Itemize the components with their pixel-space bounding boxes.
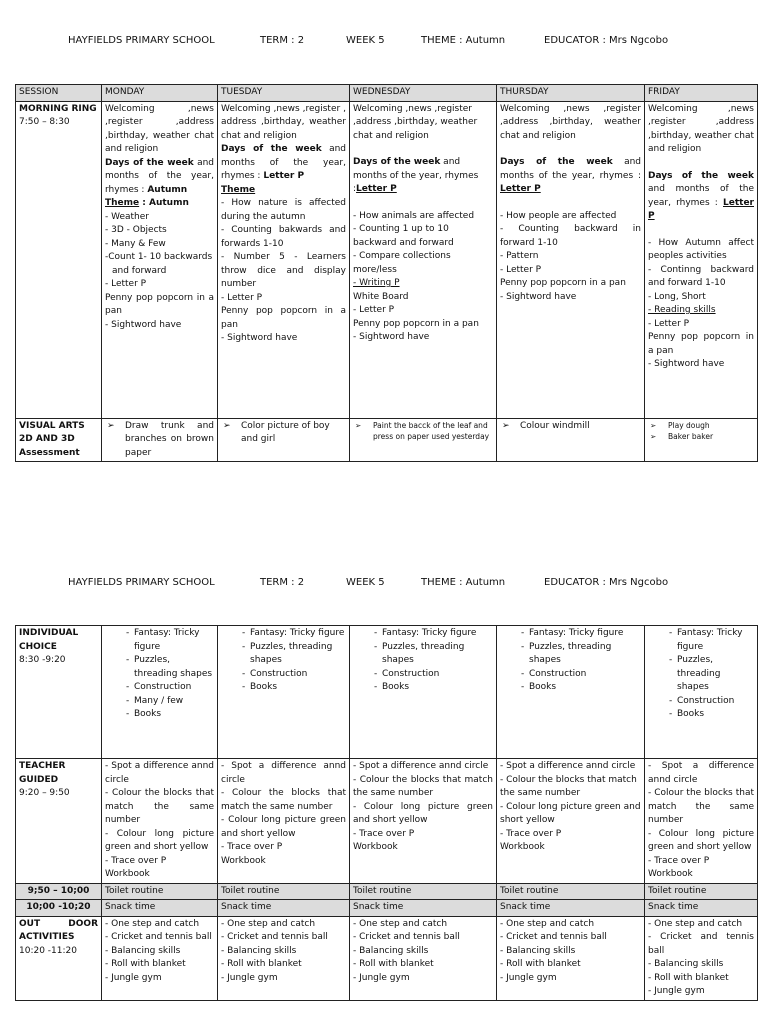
- list-item: - Many / few: [120, 695, 214, 709]
- list-item: - Books: [663, 708, 754, 722]
- tuesday-visual-cell: [218, 418, 350, 462]
- theme-label: THEME : Autumn: [421, 35, 506, 46]
- arrow-bullet-icon: ➢: [107, 420, 115, 431]
- item: - Sightword have: [221, 333, 298, 343]
- item: - Letter P: [353, 305, 395, 315]
- list-item: - Fantasy: Tricky figure: [236, 627, 346, 641]
- col-session: SESSION: [16, 85, 102, 102]
- item: Penny pop popcorn in a pan: [353, 318, 479, 329]
- monday-visual-cell: [102, 418, 218, 462]
- list-item: - Puzzles, threading shapes: [120, 654, 214, 681]
- list-item: - Roll with blanket: [353, 959, 434, 969]
- session-label: MORNING RING: [19, 103, 97, 114]
- week-label: WEEK 5: [346, 577, 385, 588]
- list-item: - Colour long picture green and short yellow: [500, 801, 641, 825]
- snack-cell: Snack time: [102, 900, 218, 917]
- list-item: - Construction: [368, 668, 493, 682]
- wednesday-cell: [350, 759, 497, 884]
- outdoor-activities-row: [16, 916, 758, 1000]
- visual-arts-label: VISUAL ARTS 2D AND 3D Assessment: [16, 418, 102, 462]
- col-tuesday: TUESDAY: [218, 85, 350, 102]
- session-label: OUT DOOR ACTIVITIES: [19, 918, 98, 942]
- session-time: 10;00 -10;20: [16, 900, 102, 917]
- item: - Reading skills: [648, 305, 716, 315]
- list-item: - Fantasy: Tricky figure: [663, 627, 754, 654]
- list-item: - Colour the blocks that match the same number: [648, 788, 754, 825]
- theme-text: Theme : Autumn: [105, 198, 189, 208]
- activity-text: Play dough: [668, 420, 710, 430]
- snack-cell: Snack time: [218, 900, 350, 917]
- session-time: 9;50 – 10;00: [16, 883, 102, 900]
- item: Penny pop popcorn in a pan: [500, 278, 626, 288]
- thursday-visual-cell: [497, 418, 645, 462]
- arrow-bullet-icon: ➢: [223, 420, 231, 431]
- list-item: - Puzzles, threading shapes: [515, 641, 641, 668]
- item: -Count 1- 10 backwards: [105, 252, 213, 262]
- col-wednesday: WEDNESDAY: [350, 85, 497, 102]
- item: - Sightword have: [105, 319, 182, 330]
- term-label: TERM : 2: [260, 35, 305, 46]
- session-cell: [16, 626, 102, 759]
- tuesday-cell: [218, 626, 350, 759]
- list-item: - Fantasy: Tricky figure: [515, 627, 641, 641]
- item: - Counting backward in forward 1-10: [500, 224, 641, 248]
- school-name: HAYFIELDS PRIMARY SCHOOL: [68, 35, 215, 46]
- item: - Letter P: [500, 264, 542, 275]
- list-item: Workbook: [648, 869, 693, 879]
- item: - How people are affected: [500, 210, 617, 221]
- list-item: - Trace over P: [648, 855, 710, 866]
- school-name: HAYFIELDS PRIMARY SCHOOL: [68, 577, 215, 588]
- list-item: - Colour long picture green and short yellow: [105, 828, 214, 852]
- item: - Sightword have: [500, 291, 577, 302]
- days-text: Days of the week and months of the year, rhymes :Letter P: [353, 157, 479, 194]
- page-header-2: [0, 577, 768, 593]
- session-cell: [16, 759, 102, 884]
- welcome-text: Welcoming ,news ,register ,address ,birthday, weather chat and religion: [105, 103, 214, 154]
- list-item: - Roll with blanket: [105, 959, 186, 969]
- item: - Weather: [105, 211, 150, 222]
- wednesday-cell: [350, 101, 497, 418]
- item: - Writing P: [353, 278, 400, 288]
- friday-visual-cell: [645, 418, 758, 462]
- list-item: - Spot a difference annd circle: [500, 761, 636, 771]
- list-item: - Colour long picture green and short yellow: [221, 815, 346, 839]
- monday-cell: [102, 626, 218, 759]
- arrow-bullet-icon: ➢: [502, 420, 510, 431]
- wednesday-cell: [350, 916, 497, 1000]
- list-item: Workbook: [500, 842, 545, 852]
- term-label: TERM : 2: [260, 577, 305, 588]
- list-item: - One step and catch: [105, 918, 200, 929]
- list-item: - Trace over P: [500, 828, 562, 839]
- item: - Letter P: [221, 292, 263, 303]
- list-item: - Balancing skills: [353, 945, 429, 956]
- list-item: - Puzzles, threading shapes: [368, 641, 493, 668]
- list-item: - Roll with blanket: [648, 972, 729, 983]
- weekly-plan-table-1: [15, 84, 758, 462]
- days-text: Days of the week and months of the year, rhymes : Autumn: [105, 157, 214, 195]
- list-item: - Balancing skills: [221, 945, 297, 956]
- col-thursday: THURSDAY: [497, 85, 645, 102]
- snack-cell: Snack time: [645, 900, 758, 917]
- list-item: - Spot a difference annd circle: [648, 761, 754, 785]
- days-text: Days of the week and months of the year, rhymes : Letter P: [500, 157, 641, 194]
- snack-cell: Snack time: [350, 900, 497, 917]
- list-item: - Books: [515, 681, 641, 695]
- list-item: - Fantasy: Tricky figure: [368, 627, 493, 641]
- arrow-bullet-icon: ➢: [650, 420, 657, 430]
- item: - Counting bakwards and forwards 1-10: [221, 225, 346, 249]
- toilet-cell: Toilet routine: [218, 883, 350, 900]
- days-text: Days of the week and months of the year, rhymes : Letter P: [648, 170, 754, 221]
- item: - How nature is affected during the autumn: [221, 198, 346, 222]
- item: - Letter P: [105, 279, 147, 289]
- list-item: - Roll with blanket: [221, 959, 302, 969]
- list-item: - Colour the blocks that match the same number: [105, 788, 214, 825]
- item: - Compare collections more/less: [353, 251, 451, 275]
- snack-time-row: [16, 900, 758, 917]
- session-time: 7:50 – 8:30: [19, 117, 70, 127]
- list-item: - Colour the blocks that match the same number: [221, 788, 346, 812]
- activity-text: Paint the bacck of the leaf and press on paper used yesterday: [373, 420, 490, 441]
- list-item: - Spot a difference annd circle: [221, 761, 346, 785]
- days-text: Days of the week and months of the year, rhymes : Letter P: [221, 144, 346, 181]
- activity-text: Colour windmill: [520, 420, 590, 431]
- list-item: - Jungle gym: [648, 986, 705, 996]
- item: - How animals are affected: [353, 210, 475, 221]
- list-item: - Books: [120, 708, 214, 722]
- item: Penny pop popcorn in a pan: [648, 332, 754, 356]
- visual-arts-row: [16, 418, 758, 462]
- list-item: - Colour the blocks that match the same number: [353, 774, 493, 798]
- morning-ring-row: [16, 101, 758, 418]
- toilet-cell: Toilet routine: [350, 883, 497, 900]
- session-cell: [16, 916, 102, 1000]
- list-item: - Puzzles, threading shapes: [236, 641, 346, 668]
- item: - Pattern: [500, 251, 539, 261]
- monday-cell: [102, 759, 218, 884]
- list-item: - Spot a difference annd circle: [353, 761, 489, 771]
- list-item: - Balancing skills: [500, 945, 576, 956]
- list-item: - Cricket and tennis ball: [648, 932, 754, 956]
- friday-cell: [645, 101, 758, 418]
- list-item: - Roll with blanket: [500, 959, 581, 969]
- item: Penny pop popcorn in a pan: [105, 292, 214, 316]
- list-item: - Colour long picture green and short yellow: [648, 828, 754, 852]
- welcome-text: Welcoming ,news ,register ,address ,birthday, weather chat and religion: [648, 103, 754, 154]
- arrow-bullet-icon: ➢: [650, 431, 657, 441]
- welcome-text: Welcoming ,news ,register ,address ,birthday, weather chat and religion: [500, 103, 641, 141]
- session-time: 9:20 – 9:50: [19, 788, 70, 798]
- item: Penny pop popcorn in a pan: [221, 306, 346, 330]
- thursday-cell: [497, 759, 645, 884]
- activity-text: Draw trunk and branches on brown paper: [125, 420, 214, 458]
- list-item: - One step and catch: [648, 918, 743, 929]
- teacher-guided-row: [16, 759, 758, 884]
- list-item: - Jungle gym: [105, 972, 162, 983]
- theme-text: Theme: [221, 184, 256, 195]
- col-monday: MONDAY: [102, 85, 218, 102]
- friday-cell: [645, 626, 758, 759]
- activity-text: Baker baker: [668, 431, 714, 441]
- list-item: - Colour the blocks that match the same number: [500, 774, 637, 798]
- list-item: - Cricket and tennis ball: [105, 932, 212, 942]
- list-item: Workbook: [221, 855, 266, 866]
- arrow-bullet-icon: ➢: [355, 420, 362, 430]
- session-label: TEACHER GUIDED: [19, 761, 66, 785]
- list-item: - Balancing skills: [648, 959, 724, 969]
- col-friday: FRIDAY: [645, 85, 758, 102]
- list-item: - Trace over P: [353, 828, 415, 839]
- tuesday-cell: [218, 916, 350, 1000]
- list-item: - Books: [368, 681, 493, 695]
- welcome-text: Welcoming ,news ,register , address ,birthday, weather chat and religion: [221, 103, 346, 141]
- list-item: - Cricket and tennis ball: [353, 932, 460, 942]
- item: White Board: [353, 291, 409, 302]
- list-item: - Construction: [120, 681, 214, 695]
- session-cell: [16, 101, 102, 418]
- item: - Continng backward and forward 1-10: [648, 264, 754, 288]
- table-header-row: [16, 85, 758, 102]
- list-item: Workbook: [105, 869, 150, 879]
- list-item: - Puzzles, threading shapes: [663, 654, 754, 695]
- list-item: - Jungle gym: [353, 972, 410, 983]
- monday-cell: [102, 916, 218, 1000]
- list-item: - One step and catch: [353, 918, 448, 929]
- list-item: - Jungle gym: [221, 972, 278, 983]
- list-item: - Jungle gym: [500, 972, 557, 983]
- list-item: - Trace over P: [221, 842, 283, 852]
- list-item: - Cricket and tennis ball: [221, 932, 328, 942]
- list-item: - Balancing skills: [105, 945, 181, 956]
- list-item: - One step and catch: [221, 918, 316, 929]
- educator-label: EDUCATOR : Mrs Ngcobo: [544, 35, 669, 46]
- list-item: - Books: [236, 681, 346, 695]
- activity-text: Color picture of boy and girl: [241, 420, 330, 444]
- list-item: - Construction: [663, 695, 754, 709]
- welcome-text: Welcoming ,news ,register ,address ,birthday, weather chat and religion: [353, 103, 478, 141]
- snack-cell: Snack time: [497, 900, 645, 917]
- list-item: - Trace over P: [105, 855, 167, 866]
- list-item: - Colour long picture green and short yellow: [353, 801, 493, 825]
- friday-cell: [645, 916, 758, 1000]
- session-label: INDIVIDUAL CHOICE: [19, 628, 79, 652]
- educator-label: EDUCATOR : Mrs Ngcobo: [544, 577, 669, 588]
- thursday-cell: [497, 916, 645, 1000]
- tuesday-cell: [218, 101, 350, 418]
- week-label: WEEK 5: [346, 35, 385, 46]
- tuesday-cell: [218, 759, 350, 884]
- toilet-routine-row: [16, 883, 758, 900]
- monday-cell: [102, 101, 218, 418]
- weekly-plan-table-2: [15, 625, 758, 1001]
- item: - 3D - Objects: [105, 225, 167, 235]
- item: and forward: [112, 265, 167, 276]
- list-item: Workbook: [353, 842, 398, 852]
- list-item: - Fantasy: Tricky figure: [120, 627, 214, 654]
- session-time: 10:20 -11:20: [19, 945, 77, 956]
- list-item: - Cricket and tennis ball: [500, 932, 607, 942]
- toilet-cell: Toilet routine: [645, 883, 758, 900]
- list-item: - Construction: [236, 668, 346, 682]
- item: - Letter P: [648, 318, 690, 329]
- item: - Sightword have: [353, 332, 430, 342]
- item: - Number 5 - Learners throw dice and display number: [221, 252, 346, 289]
- friday-cell: [645, 759, 758, 884]
- item: - How Autumn affect peoples activities: [648, 237, 754, 261]
- thursday-cell: [497, 626, 645, 759]
- list-item: - Spot a difference annd circle: [105, 761, 214, 785]
- theme-label: THEME : Autumn: [421, 577, 506, 588]
- page-header-1: [0, 35, 768, 51]
- thursday-cell: [497, 101, 645, 418]
- toilet-cell: Toilet routine: [497, 883, 645, 900]
- item: - Counting 1 up to 10 backward and forward: [353, 224, 454, 248]
- list-item: - One step and catch: [500, 918, 595, 929]
- session-time: 8:30 -9:20: [19, 655, 66, 665]
- individual-choice-row: [16, 626, 758, 759]
- wednesday-visual-cell: [350, 418, 497, 462]
- item: - Sightword have: [648, 359, 725, 369]
- item: - Long, Short: [648, 291, 706, 302]
- wednesday-cell: [350, 626, 497, 759]
- list-item: - Construction: [515, 668, 641, 682]
- item: - Many & Few: [105, 238, 166, 249]
- toilet-cell: Toilet routine: [102, 883, 218, 900]
